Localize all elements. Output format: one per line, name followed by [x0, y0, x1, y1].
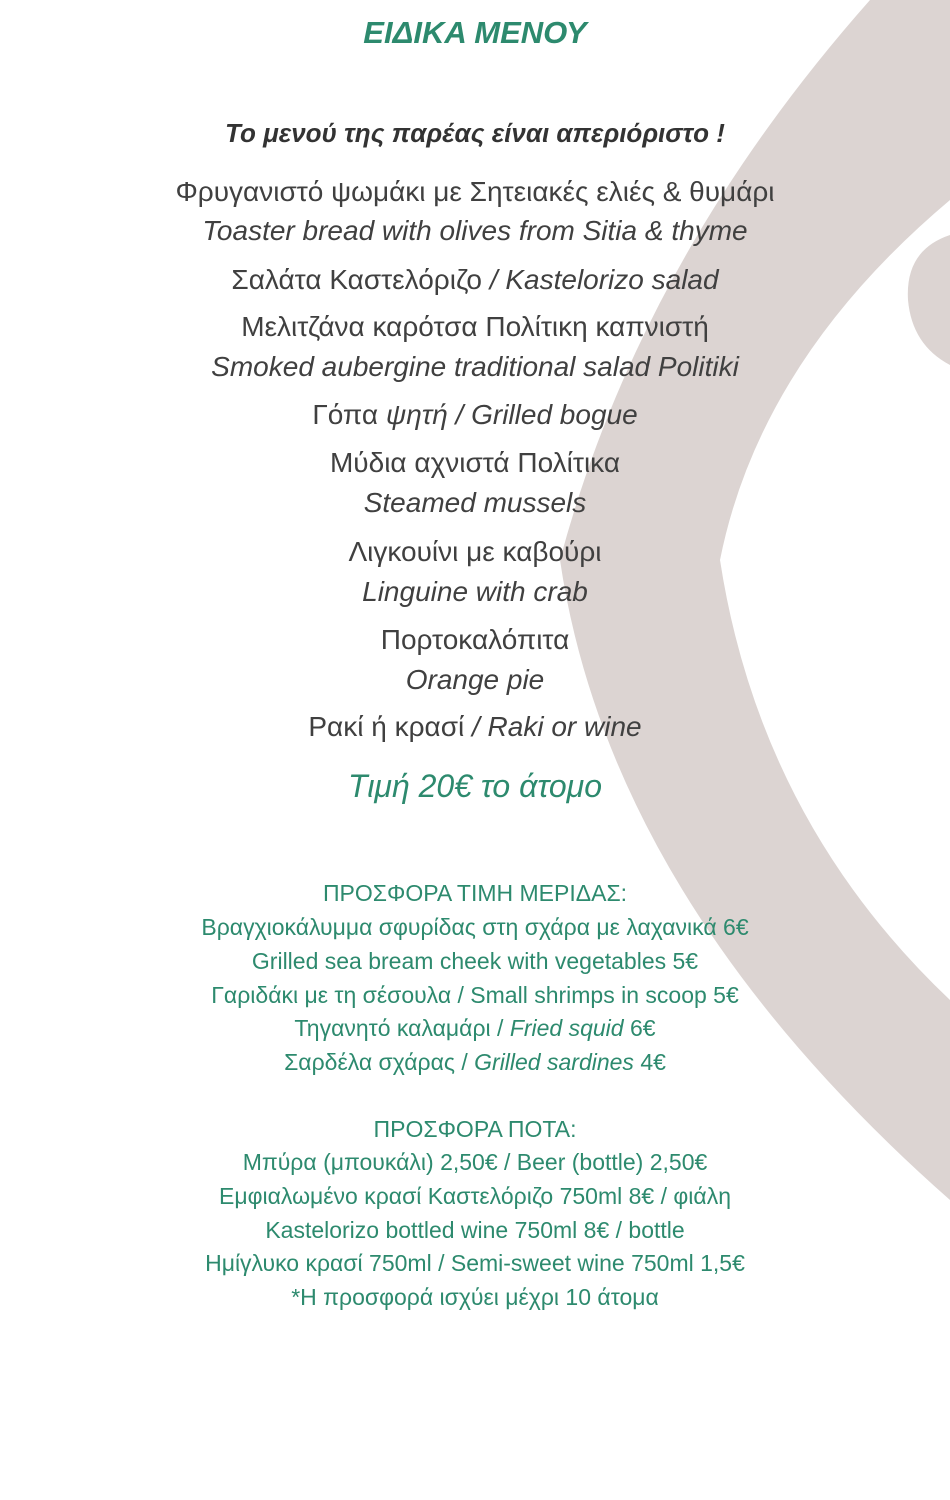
sardines-greek: Σαρδέλα σχάρας /: [284, 1049, 468, 1075]
menu-subtitle: Το μενού της παρέας είναι απεριόριστο !: [225, 118, 725, 148]
menu-item-bread-english: Toaster bread with olives from Sitia & thyme: [202, 215, 748, 246]
bogue-english: / Grilled bogue: [455, 399, 638, 430]
offer-drinks-item: Kastelorizo bottled wine 750ml 8€ / bottle: [265, 1217, 685, 1243]
menu-item-mussels-english: Steamed mussels: [363, 487, 587, 518]
menu-item-salad: [0, 264, 950, 296]
offer-portion-item: Grilled sea bream cheek with vegetables 5€: [251, 948, 699, 974]
squid-english: Fried squid: [509, 1015, 624, 1041]
menu-item-aubergine-greek: Μελιτζάνα καρότσα Πολίτικη καπνιστή: [241, 311, 709, 342]
squid-greek: Τηγανητό καλαμάρι /: [294, 1015, 504, 1041]
menu-item-drink: [0, 711, 950, 743]
offer-portion-item: Γαριδάκι με τη σέσουλα / Small shrimps in scoop 5€: [211, 982, 739, 1008]
drink-greek: Ρακί ή κρασί: [308, 711, 465, 742]
offer-drinks-item: Ημίγλυκο κρασί 750ml / Semi-sweet wine 750ml 1,5€: [205, 1250, 745, 1276]
menu-item-pie-greek: Πορτοκαλόπιτα: [380, 624, 570, 655]
offer-drinks-item: Μπύρα (μπουκάλι) 2,50€ / Beer (bottle) 2,50€: [242, 1149, 708, 1175]
offer-portion-item: [0, 1049, 950, 1076]
offer-portion-item: Βραγχιοκάλυμμα σφυρίδας στη σχάρα με λαχανικά 6€: [201, 914, 749, 940]
salad-english: / Kastelorizo salad: [489, 264, 719, 295]
menu-item-linguine-greek: Λιγκουίνι με καβούρι: [348, 536, 602, 567]
menu-item-aubergine-english: Smoked aubergine traditional salad Politiki: [211, 351, 739, 382]
bogue-greek: Γόπα: [312, 399, 379, 430]
bogue-greek-italic: ψητή: [385, 399, 448, 430]
squid-price: 6€: [629, 1015, 656, 1041]
sardines-english: Grilled sardines: [474, 1049, 634, 1075]
offer-portion-item: [0, 1015, 950, 1042]
menu-item-linguine-english: Linguine with crab: [362, 576, 588, 607]
menu-item-bogue: [0, 399, 950, 431]
sardines-price: 4€: [640, 1049, 666, 1075]
salad-greek: Σαλάτα Καστελόριζο: [231, 264, 482, 295]
drink-english: / Raki or wine: [472, 711, 642, 742]
menu-item-mussels-greek: Μύδια αχνιστά Πολίτικα: [329, 447, 621, 478]
menu-item-pie-english: Orange pie: [405, 664, 545, 695]
offer-note: *Η προσφορά ισχύει μέχρι 10 άτομα: [291, 1284, 659, 1310]
offer-drinks-heading: ΠΡΟΣΦΟΡΑ ΠΟΤΑ:: [373, 1116, 577, 1142]
offer-portion-heading: ΠΡΟΣΦΟΡΑ ΤΙΜΗ ΜΕΡΙΔΑΣ:: [322, 880, 628, 906]
menu-item-bread-greek: Φρυγανιστό ψωμάκι με Σητειακές ελιές & θυμάρι: [175, 176, 775, 207]
page-title: ΕΙΔΙΚΑ ΜΕΝΟΥ: [363, 15, 587, 50]
offer-drinks-item: Εμφιαλωμένο κρασί Καστελόριζο 750ml 8€ / φιάλη: [219, 1183, 731, 1209]
price-per-person: Τιμή 20€ το άτομο: [348, 768, 602, 804]
